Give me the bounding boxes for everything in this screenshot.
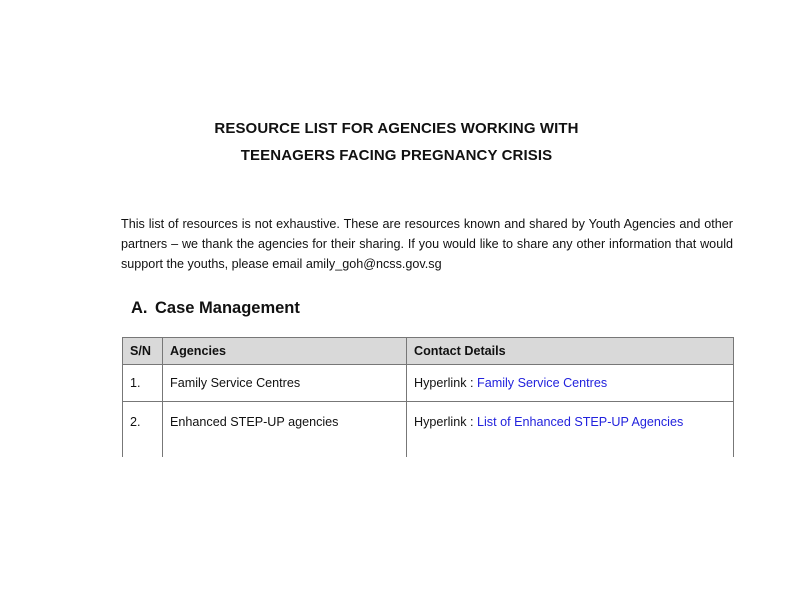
row-agency: Family Service Centres	[163, 365, 407, 402]
hyperlink-prefix: Hyperlink :	[414, 376, 477, 390]
document-title-line-1: RESOURCE LIST FOR AGENCIES WORKING WITH	[214, 120, 579, 137]
table-row	[123, 365, 734, 402]
intro-paragraph: This list of resources is not exhaustive. These are resources known and shared by Youth Agencies and other partners – we thank the agencies for their sharing. If you would like to share any other information that would support the youths, please email amily_goh@ncss.gov.sg	[121, 217, 733, 271]
resource-table	[122, 337, 734, 457]
row-sn: 2.	[123, 402, 163, 458]
header-agencies: Agencies	[163, 338, 407, 365]
section-title: Case Management	[155, 299, 300, 317]
section-heading	[131, 299, 300, 318]
header-sn: S/N	[123, 338, 163, 365]
row-contact	[407, 402, 734, 458]
document-title-line-2: TEENAGERS FACING PREGNANCY CRISIS	[240, 147, 553, 164]
table-row	[123, 402, 734, 458]
step-up-agencies-link[interactable]: List of Enhanced STEP-UP Agencies	[477, 415, 684, 429]
row-sn: 1.	[123, 365, 163, 402]
header-contact-details: Contact Details	[407, 338, 734, 365]
family-service-centres-link[interactable]: Family Service Centres	[477, 376, 608, 390]
hyperlink-prefix: Hyperlink :	[414, 415, 477, 429]
row-agency: Enhanced STEP-UP agencies	[163, 402, 407, 458]
table-header-row	[123, 338, 734, 365]
row-contact	[407, 365, 734, 402]
section-number: A.	[131, 299, 148, 317]
